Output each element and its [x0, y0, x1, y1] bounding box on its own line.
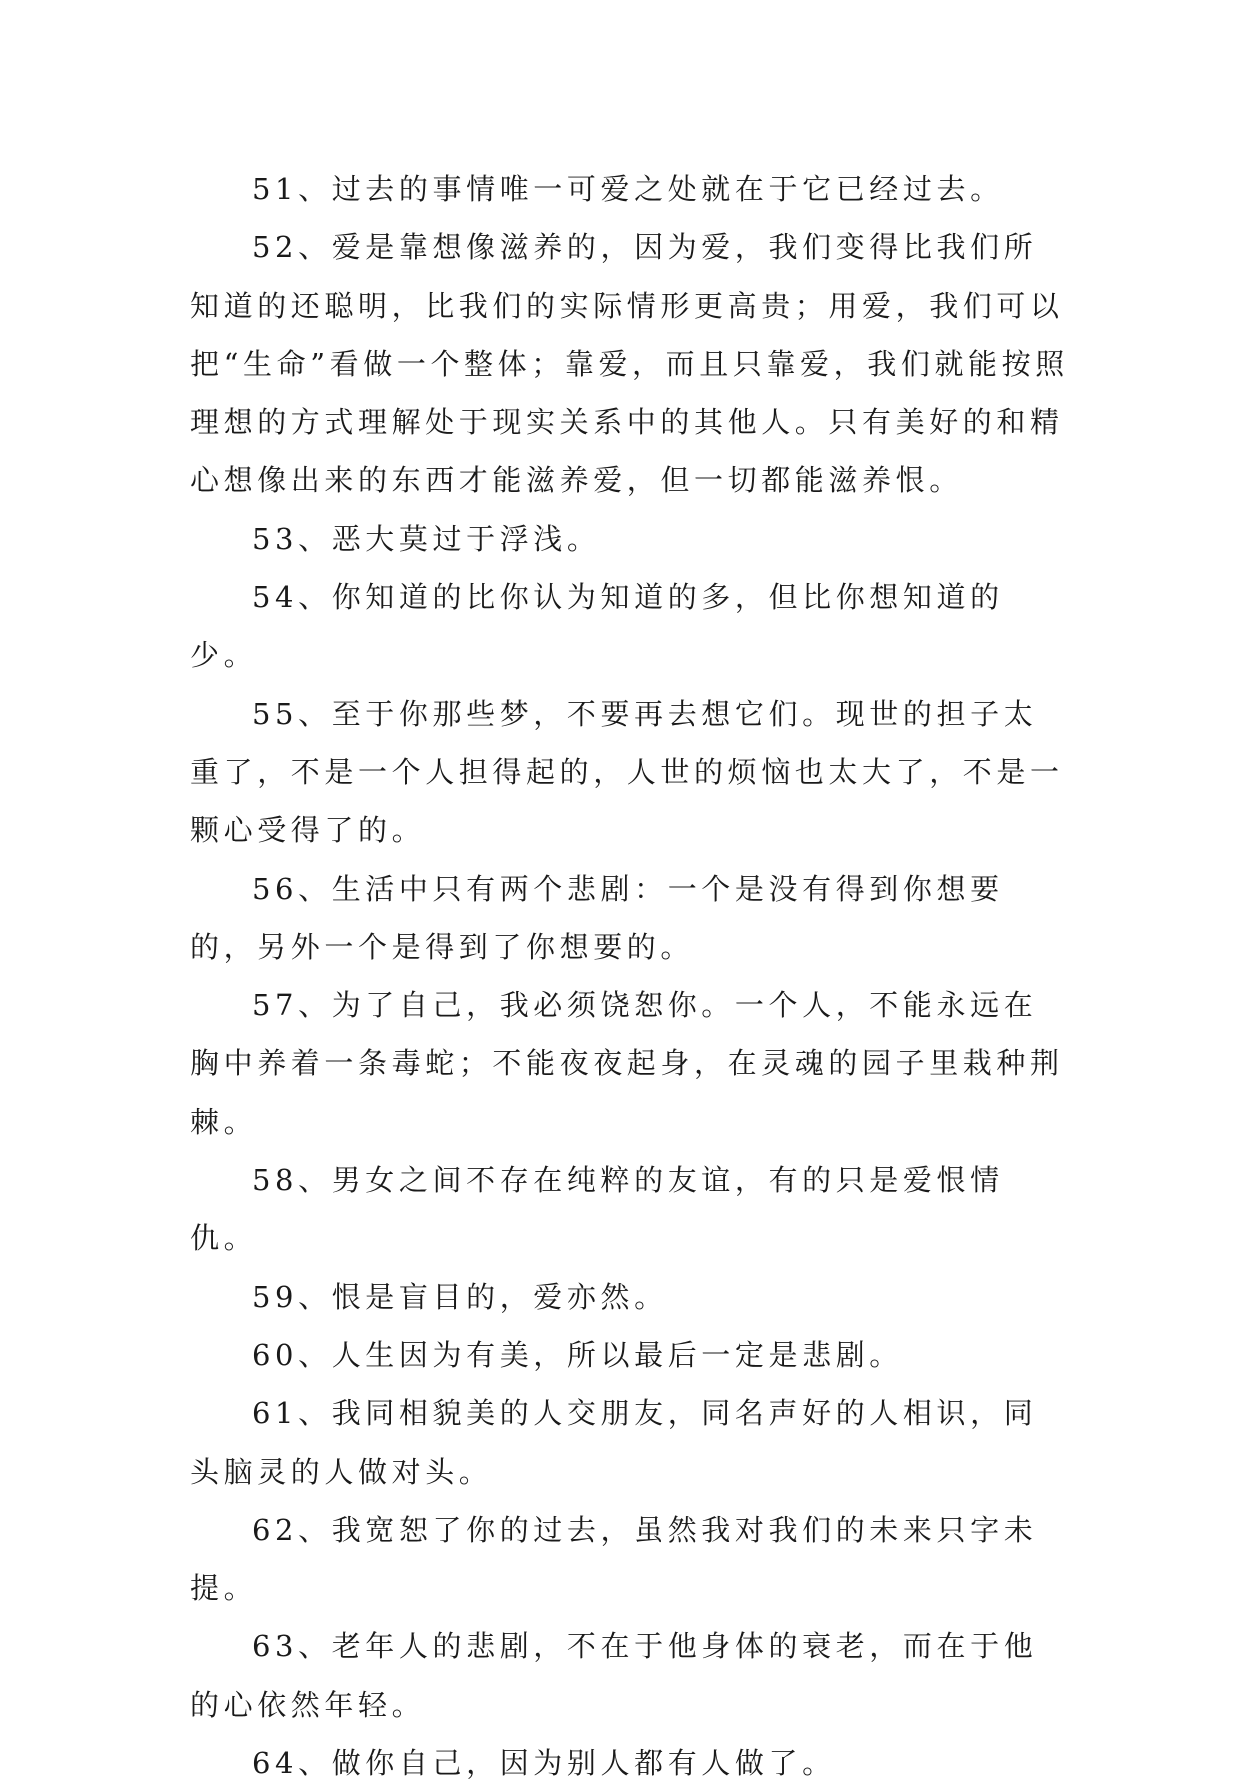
quote-64: 64、做你自己，因为别人都有人做了。: [252, 1746, 836, 1781]
quote-60: 60、人生因为有美，所以最后一定是悲剧。: [252, 1337, 903, 1372]
quote-56: 56、生活中只有两个悲剧：一个是没有得到你想要的，另外一个是得到了你想要的。: [190, 871, 1004, 964]
quote-58: 58、男女之间不存在纯粹的友谊，有的只是爱恨情仇。: [190, 1163, 1004, 1256]
quote-52: 52、爱是靠想像滋养的，因为爱，我们变得比我们所知道的还聪明，比我们的实际情形更高贵；用爱，我们可以把“生命”看做一个整体；靠爱，而且只靠爱，我们就能按照理想的方式理解处于现实关系中的其他人。只有美好的和精心想像出来的东西才能滋养爱，但一切都能滋养恨。: [190, 230, 1069, 498]
quote-54: 54、你知道的比你认为知道的多，但比你想知道的少。: [190, 580, 1004, 673]
quote-62: 62、我宽恕了你的过去，虽然我对我们的未来只字未提。: [190, 1512, 1038, 1606]
quote-53: 53、恶大莫过于浮浅。: [252, 521, 601, 556]
quote-59: 59、恨是盲目的，爱亦然。: [252, 1279, 668, 1314]
quote-57: 57、为了自己，我必须饶恕你。一个人，不能永远在胸中养着一条毒蛇；不能夜夜起身，在灵魂的园子里栽种荆棘。: [190, 988, 1064, 1139]
quote-63: 63、老年人的悲剧，不在于他身体的衰老，而在于他的心依然年轻。: [190, 1629, 1038, 1722]
quote-55: 55、至于你那些梦，不要再去想它们。现世的担子太重了，不是一个人担得起的，人世的烦恼也太大了，不是一颗心受得了的。: [190, 696, 1064, 848]
document-body: [190, 160, 1070, 1792]
quote-61: 61、我同相貌美的人交朋友，同名声好的人相识，同头脑灵的人做对头。: [190, 1396, 1038, 1489]
quote-51: 51、过去的事情唯一可爱之处就在于它已经过去。: [252, 172, 1004, 206]
